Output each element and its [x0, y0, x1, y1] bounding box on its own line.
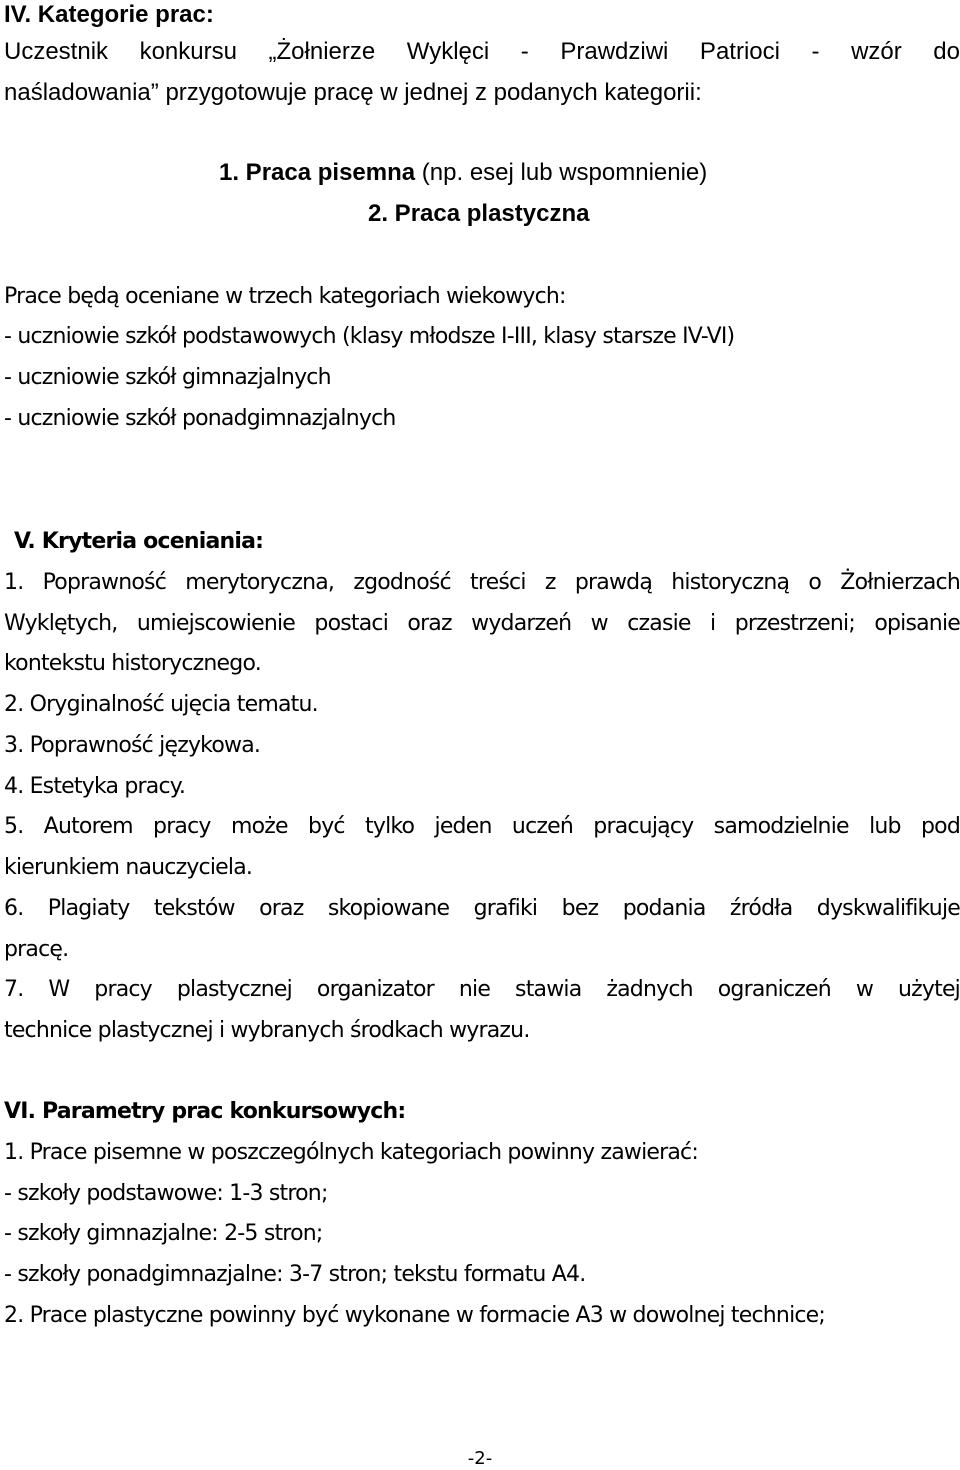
parameter-2: 2. Prace plastyczne powinny być wykonane w formacie A3 w dowolnej technice;: [4, 1303, 826, 1328]
parameter-1: 1. Prace pisemne w poszczególnych kategoriach powinny zawierać:: [4, 1140, 698, 1165]
criterion-7-line-2: technice plastycznej i wybranych środkach wyrazu.: [4, 1018, 530, 1043]
section-6-heading: VI. Parametry prac konkursowych:: [4, 1099, 406, 1124]
category-item-1-note: (np. esej lub wspomnienie): [415, 159, 708, 186]
age-category-3: - uczniowie szkół ponadgimnazjalnych: [4, 406, 396, 431]
criterion-1-line-3: kontekstu historycznego.: [4, 651, 261, 676]
criterion-6-line-1: 6. Plagiaty tekstów oraz skopiowane grafiki bez podania źródła dyskwalifikuje: [4, 896, 960, 921]
section-4-intro-line-2: naśladowania” przygotowuje pracę w jednej z podanych kategorii:: [4, 79, 702, 106]
age-category-1: - uczniowie szkół podstawowych (klasy młodsze I-III, klasy starsze IV-VI): [4, 324, 735, 349]
page-number: -2-: [467, 1448, 493, 1469]
criterion-3: 3. Poprawność językowa.: [4, 733, 261, 758]
parameter-1b: - szkoły gimnazjalne: 2-5 stron;: [4, 1221, 323, 1246]
section-4-heading: IV. Kategorie prac:: [4, 1, 214, 28]
criterion-5-line-1: 5. Autorem pracy może być tylko jeden uczeń pracujący samodzielnie lub pod: [4, 814, 960, 839]
category-item-2: 2. Praca plastyczna: [368, 200, 590, 227]
criterion-4: 4. Estetyka pracy.: [4, 774, 186, 799]
criterion-7-line-1: 7. W pracy plastycznej organizator nie stawia żadnych ograniczeń w użytej: [4, 977, 960, 1002]
category-item-1: [219, 161, 707, 185]
criterion-6-line-2: pracę.: [4, 937, 69, 962]
category-item-1-title: 1. Praca pisemna: [219, 159, 416, 186]
parameter-1a: - szkoły podstawowe: 1-3 stron;: [4, 1181, 328, 1206]
parameter-1c: - szkoły ponadgimnazjalne: 3-7 stron; tekstu formatu A4.: [4, 1262, 586, 1287]
criterion-1-line-1: 1. Poprawność merytoryczna, zgodność treści z prawdą historyczną o Żołnierzach: [4, 570, 960, 595]
section-4-intro-line-1: Uczestnik konkursu „Żołnierze Wyklęci - Prawdziwi Patrioci - wzór do: [4, 38, 960, 65]
criterion-5-line-2: kierunkiem nauczyciela.: [4, 855, 253, 880]
section-5-heading: V. Kryteria oceniania:: [14, 529, 264, 554]
criterion-1-line-2: Wyklętych, umiejscowienie postaci oraz wydarzeń w czasie i przestrzeni; opisanie: [4, 611, 960, 636]
age-category-2: - uczniowie szkół gimnazjalnych: [4, 365, 331, 390]
age-categories-intro: Prace będą oceniane w trzech kategoriach wiekowych:: [4, 284, 566, 309]
criterion-2: 2. Oryginalność ujęcia tematu.: [4, 692, 318, 717]
